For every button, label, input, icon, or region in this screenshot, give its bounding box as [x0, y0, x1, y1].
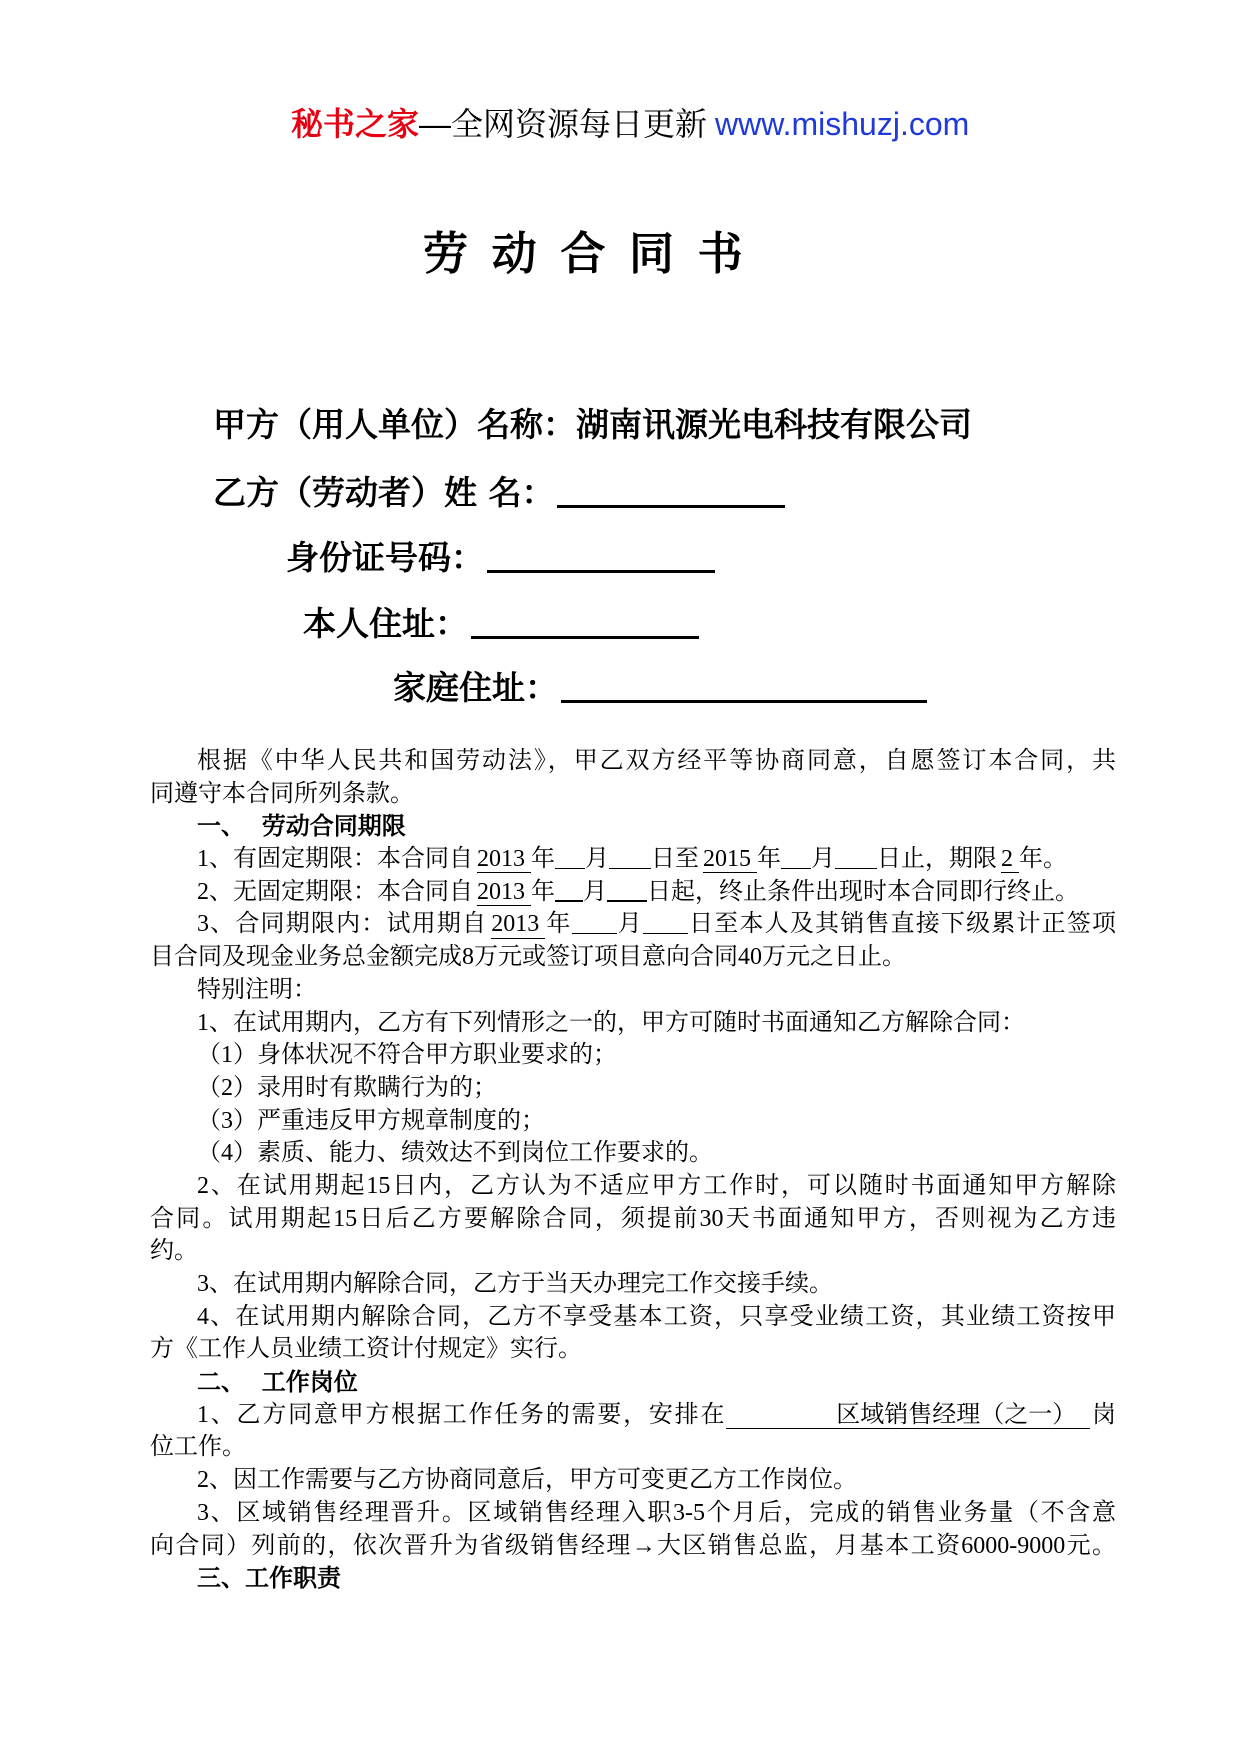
underlined-value: 2013 — [477, 880, 531, 906]
body-line-position — [150, 1399, 1116, 1432]
body-line-open-term — [150, 876, 1116, 909]
text-segment: 向合同）列前的，依次晋升为省级销售经理→大区销售总监，月基本工资6000-9000元。 — [150, 1532, 1116, 1559]
text-segment: 月 — [811, 846, 835, 873]
list-item — [150, 1105, 1116, 1138]
underlined-value: 2 — [1001, 847, 1019, 873]
section-heading-text: 三、工作职责 — [197, 1564, 341, 1593]
text-segment: 日起，终止条件出现时本合同即行终止。 — [647, 878, 1079, 905]
body-line — [150, 1301, 1116, 1334]
text-segment: 年。 — [1019, 846, 1067, 873]
text-segment: 根据《中华人民共和国劳动法》，甲乙双方经平等协商同意，自愿签订本合同，共 — [197, 748, 1116, 774]
body-line — [150, 1431, 1116, 1464]
text-segment: 约。 — [150, 1238, 198, 1265]
fill-blank — [609, 867, 651, 869]
underlined-position-value — [726, 1403, 1090, 1429]
section-heading-position — [150, 1366, 1116, 1399]
body-line — [150, 941, 1116, 974]
text-segment: 2、因工作需要与乙方协商同意后，甲方可变更乙方工作岗位。 — [197, 1467, 857, 1494]
site-brand: 秘书之家 — [291, 106, 420, 142]
text-segment: 岗 — [1090, 1401, 1117, 1428]
personal-address-label: 本人住址： — [302, 604, 468, 643]
id-number-line — [240, 498, 715, 577]
text-segment: （4）素质、能力、绩效达不到岗位工作要求的。 — [197, 1140, 713, 1167]
section-heading-duties — [150, 1562, 1116, 1595]
body-line — [150, 1530, 1116, 1563]
home-address-label: 家庭住址： — [392, 668, 558, 707]
body-line — [150, 974, 1116, 1007]
party-a-label: 甲方（用人单位）名称： — [212, 405, 576, 444]
text-segment: （1）身体状况不符合甲方职业要求的； — [197, 1042, 617, 1069]
fill-blank — [643, 932, 688, 934]
fill-blank — [607, 899, 647, 902]
position-title: 区域销售经理（之一） — [836, 1401, 1077, 1428]
body-line — [150, 1333, 1116, 1366]
site-header — [291, 102, 969, 146]
body-line — [150, 1497, 1116, 1530]
site-tagline: —全网资源每日更新 — [419, 106, 708, 142]
text-segment: 3、区域销售经理晋升。区域销售经理入职3-5个月后，完成的销售业务量（不含意 — [197, 1499, 1116, 1526]
text-segment: 年 — [757, 846, 781, 873]
text-segment: 1、有固定期限：本合同自 — [197, 846, 473, 873]
list-item — [150, 1137, 1116, 1170]
section-heading-text: 一、 劳动合同期限 — [197, 812, 406, 841]
contract-body — [150, 745, 1116, 1595]
fill-blank — [835, 867, 877, 869]
text-segment: 年 — [531, 846, 555, 873]
text-segment: 特别注明： — [197, 976, 317, 1003]
text-segment: 年 — [531, 878, 555, 905]
underlined-value: 2013 — [491, 912, 545, 938]
text-segment: 3、在试用期内解除合同，乙方于当天办理完工作交接手续。 — [197, 1271, 833, 1297]
text-segment: 3、合同期限内：试用期自 — [197, 911, 488, 938]
body-line — [150, 745, 1116, 778]
text-segment: 1、在试用期内，乙方有下列情形之一的，甲方可随时书面通知乙方解除合同： — [197, 1009, 1025, 1036]
fill-blank — [555, 899, 583, 902]
site-url: www.mishuzj.com — [715, 106, 970, 142]
list-item — [150, 1039, 1116, 1072]
text-segment: 2、无固定期限：本合同自 — [197, 878, 473, 905]
home-address-line — [347, 628, 927, 707]
text-segment: （2）录用时有欺瞒行为的； — [197, 1074, 497, 1101]
document-title: 劳 动 合 同 书 — [423, 227, 747, 280]
id-number-label: 身份证号码： — [285, 538, 484, 577]
body-line — [150, 1170, 1116, 1203]
text-segment: 月 — [583, 878, 607, 905]
body-line — [150, 778, 1116, 811]
list-item — [150, 1072, 1116, 1105]
party-b-label: 乙方（劳动者）姓 名： — [212, 473, 555, 512]
text-segment: 4、在试用期内解除合同，乙方不享受基本工资，只享受业绩工资，其业绩工资按甲 — [197, 1303, 1116, 1330]
fill-blank — [781, 867, 811, 869]
text-segment: 2、在试用期起15日内，乙方认为不适应甲方工作时，可以随时书面通知甲方解除 — [197, 1172, 1116, 1199]
body-line — [150, 1007, 1116, 1040]
home-address-blank — [561, 699, 927, 703]
body-line-probation — [150, 908, 1116, 941]
fill-blank — [572, 932, 617, 934]
text-segment: 合同。试用期起15日后乙方要解除合同，须提前30天书面通知甲方，否则视为乙方违 — [150, 1205, 1116, 1232]
text-segment: 日至本人及其销售直接下级累计正签项 — [687, 911, 1117, 938]
body-line — [150, 1464, 1116, 1497]
text-segment: 年 — [545, 911, 572, 938]
body-line — [150, 1268, 1116, 1301]
underlined-value: 2013 — [477, 847, 531, 873]
text-segment: 位工作。 — [150, 1434, 246, 1461]
text-segment: 日至 — [651, 846, 699, 873]
text-segment: 目合同及现金业务总金额完成8万元或签订项目意向合同40万元之日止。 — [150, 944, 906, 971]
fill-blank — [555, 867, 585, 869]
body-line — [150, 1203, 1116, 1236]
text-segment: 1、乙方同意甲方根据工作任务的需要，安排在 — [197, 1401, 727, 1428]
party-a-value: 湖南讯源光电科技有限公司 — [575, 405, 972, 444]
text-segment: 月 — [616, 911, 643, 938]
party-a-line — [167, 365, 972, 444]
section-heading-text: 二、 工作岗位 — [197, 1368, 358, 1397]
text-segment: 月 — [585, 846, 609, 873]
text-segment: （3）严重违反甲方规章制度的； — [197, 1107, 545, 1134]
party-b-line — [167, 433, 785, 512]
text-segment: 同遵守本合同所列条款。 — [150, 780, 414, 807]
text-segment: 方《工作人员业绩工资计付规定》实行。 — [150, 1336, 582, 1363]
body-line — [150, 1235, 1116, 1268]
text-segment: 日止，期限 — [877, 846, 997, 873]
personal-address-line — [257, 564, 699, 643]
underlined-value: 2015 — [703, 847, 757, 873]
body-line-fixed-term — [150, 843, 1116, 876]
section-heading-term — [150, 810, 1116, 843]
